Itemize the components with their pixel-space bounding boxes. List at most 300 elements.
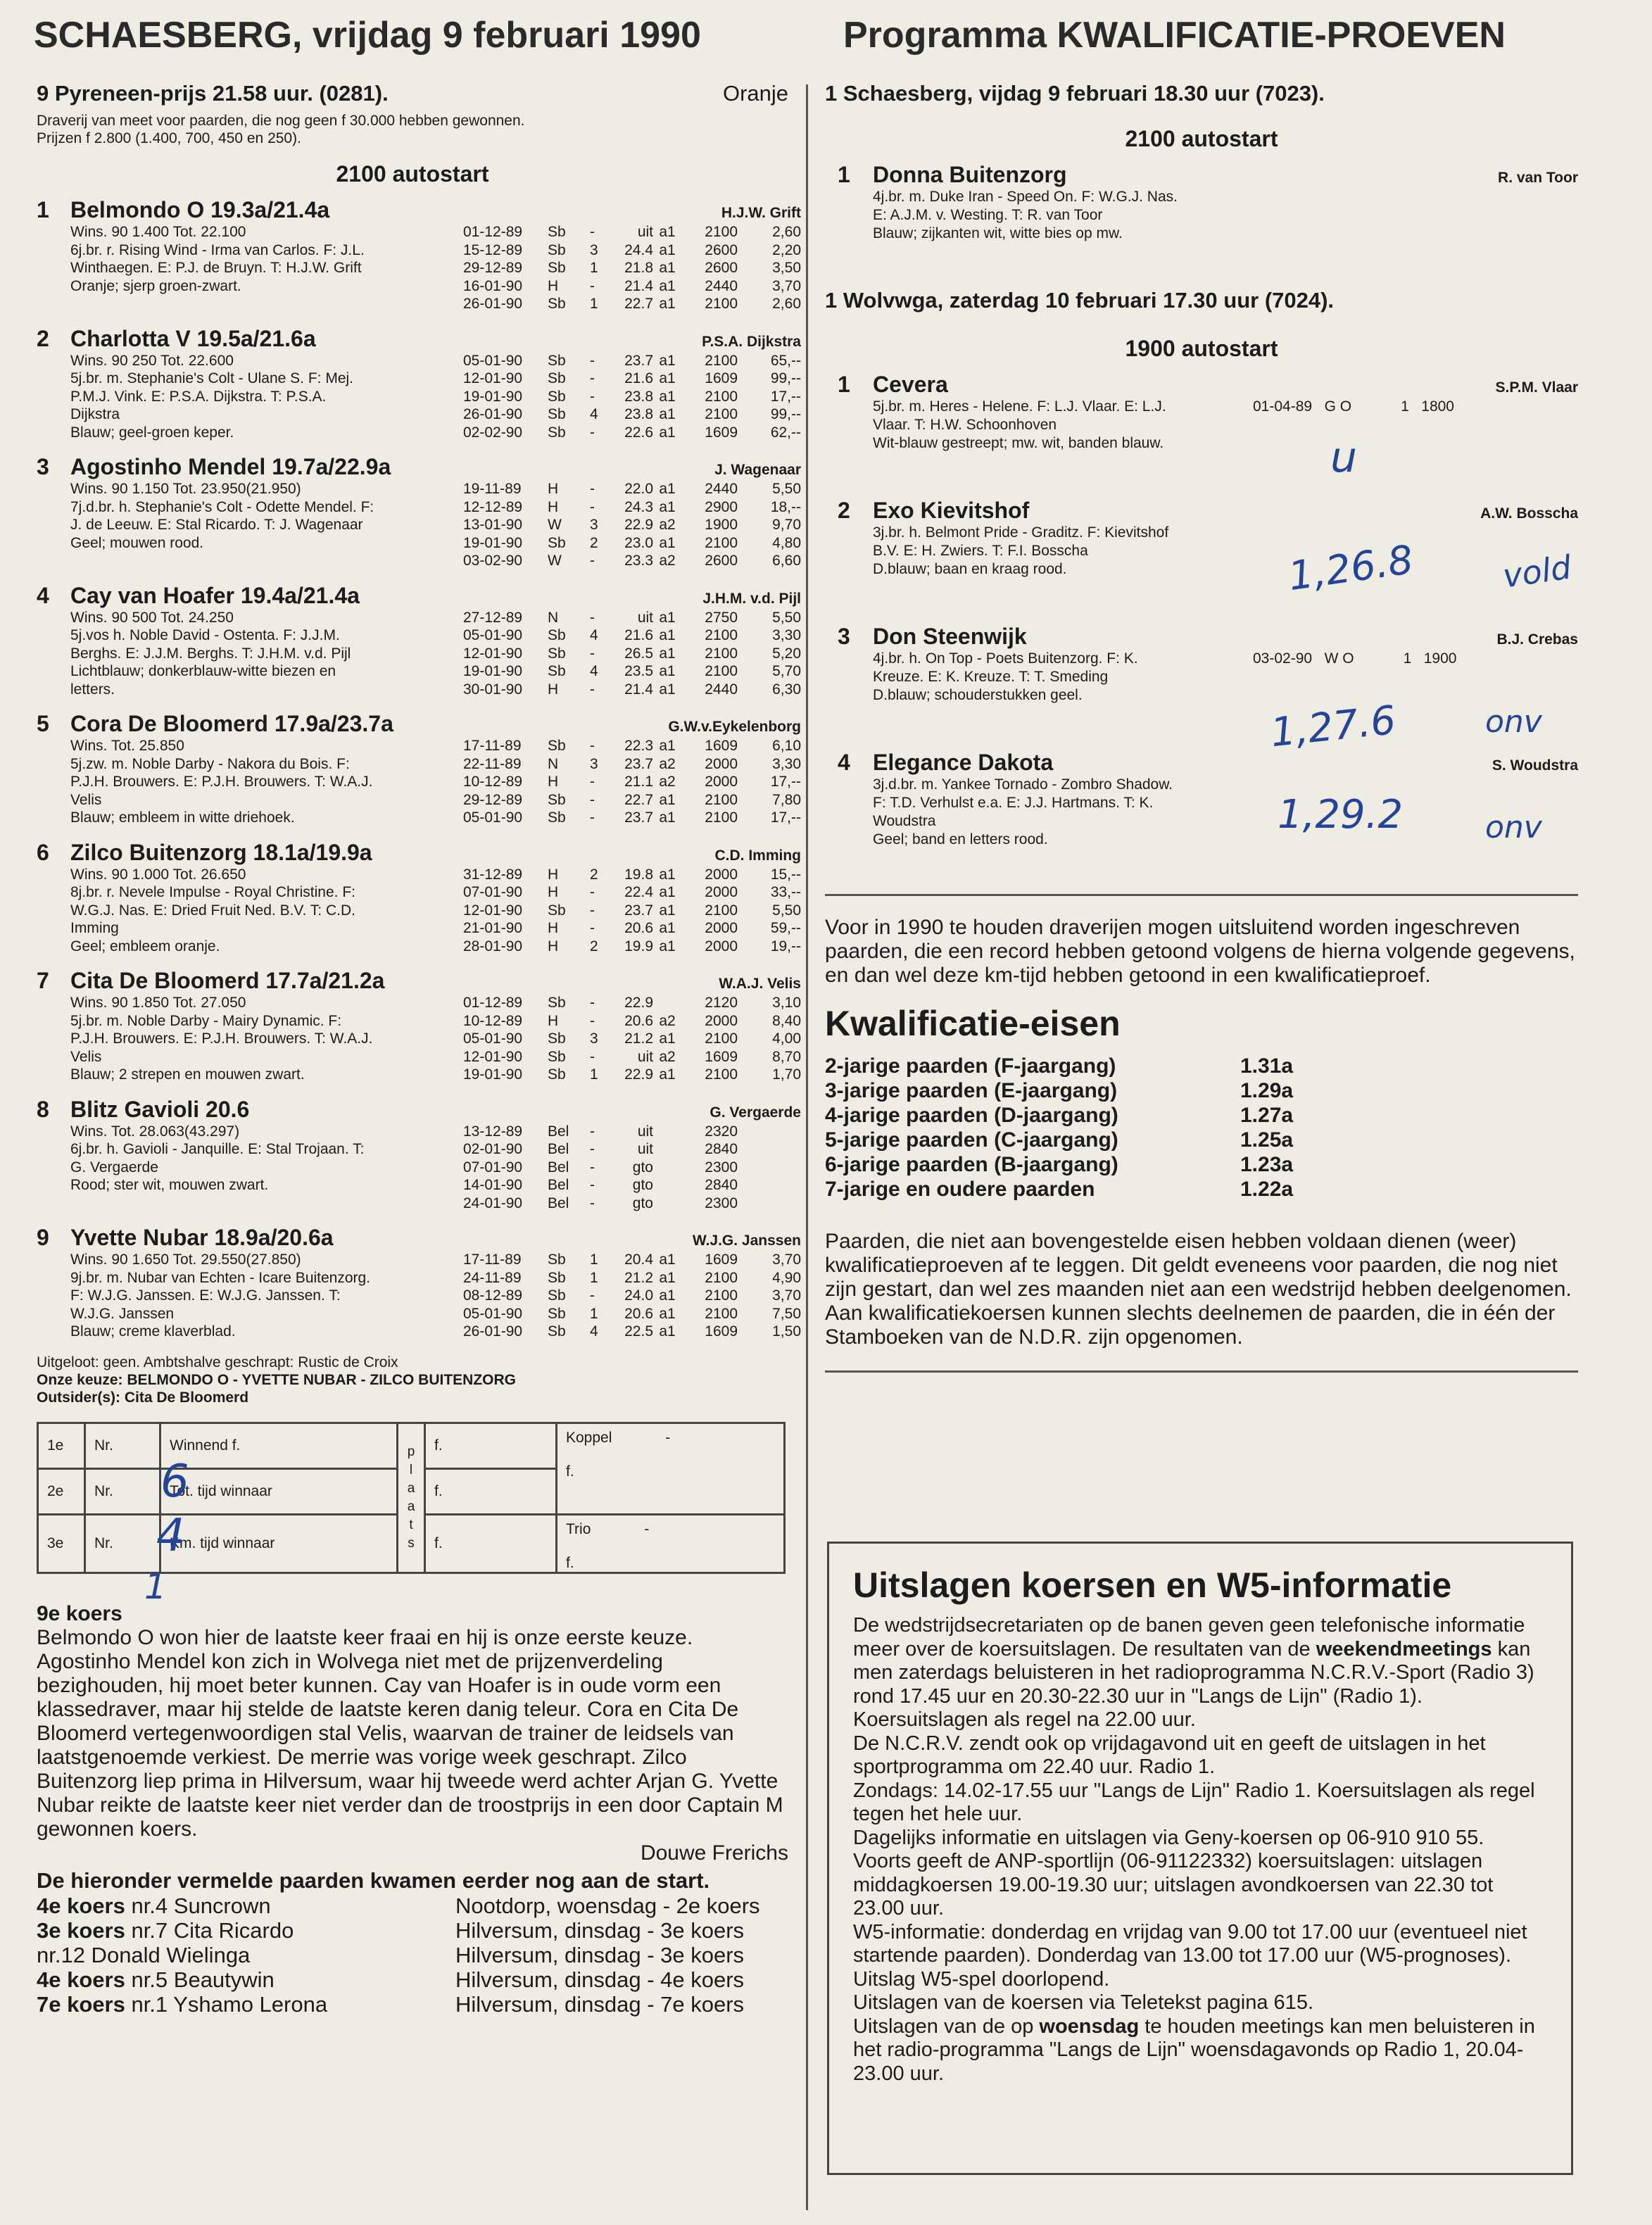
result-cell: 2600 (705, 553, 738, 569)
qual-session-2-distance: 1900 autostart (1125, 336, 1278, 361)
w5-paragraph: De N.C.R.V. zendt ook op vrijdagavond uit en geeft de uitslagen in het sportprogramma om 22.40 uur. Radio 1. (853, 1732, 1486, 1778)
result-cell: 02-01-90 (463, 1141, 523, 1157)
result-cell: 2100 (705, 388, 738, 405)
result-cell: Sb (548, 224, 566, 240)
result-cell: 22.9 (624, 1066, 653, 1083)
outsider-value: Cita De Bloomerd (124, 1389, 249, 1406)
horse-number: 2 (37, 325, 49, 351)
result-cell: 26-01-90 (463, 296, 523, 312)
result-cell: 19-01-90 (463, 663, 523, 679)
qual-horse-number: 1 (838, 372, 850, 397)
result-cell: 24-01-90 (463, 1195, 523, 1211)
horse-entry (37, 839, 801, 956)
result-cell: 01-12-89 (463, 995, 523, 1011)
qual-horse-body (873, 162, 1578, 243)
result-cell: - (590, 774, 595, 790)
horse-desc: Blauw; embleem in witte driehoek. (70, 809, 295, 826)
result-cell: - (590, 609, 595, 626)
horse-line (70, 480, 801, 498)
horse-trainer: C.D. Imming (714, 847, 801, 864)
horse-desc (70, 552, 463, 570)
result-cell: 2300 (705, 1159, 738, 1175)
result-cell: - (590, 1048, 595, 1065)
horse-desc: Imming (70, 920, 119, 936)
nr-cell[interactable]: Nr. (85, 1423, 160, 1468)
result-cell: 02-02-90 (463, 424, 523, 441)
result-cell: 59,-- (770, 920, 801, 936)
result-cell: 3,50 (772, 260, 801, 276)
horse-line (70, 809, 801, 827)
horse-trainer: P.S.A. Dijkstra (702, 333, 801, 350)
result-row (463, 883, 801, 902)
qual-desc-line: Blauw; zijkanten wit, witte bies op mw. (873, 225, 1123, 241)
result-cell: 10-12-89 (463, 1012, 523, 1029)
previous-row (37, 1918, 788, 1943)
horse-line (70, 626, 801, 645)
result-cell: a1 (659, 791, 676, 808)
result-cell: 07-01-90 (463, 884, 523, 900)
outsider-label: Outsider(s): (37, 1389, 121, 1406)
result-cell: 1 (590, 1269, 598, 1286)
result-cell: 2100 (705, 352, 738, 369)
result-cell: - (590, 498, 595, 515)
result-cell: - (590, 1287, 595, 1304)
result-cell: 2100 (705, 1287, 738, 1304)
result-row (463, 498, 801, 517)
horse-head (70, 197, 801, 223)
horse-entry (37, 1096, 801, 1213)
result-cell: 19-01-90 (463, 388, 523, 405)
handwritten-time: 1,27.6 (1268, 697, 1399, 757)
result-cell: 24.3 (624, 498, 653, 515)
horse-line (70, 1066, 801, 1084)
horse-desc: Wins. 90 1.000 Tot. 26.650 (70, 866, 246, 883)
result-cell: a2 (659, 755, 676, 772)
result-cell: 3,10 (772, 995, 801, 1011)
place-cell: 3e (38, 1514, 85, 1572)
horse-line (70, 791, 801, 809)
horse-line (70, 755, 801, 774)
handwritten-note: onv (1485, 809, 1542, 845)
horse-desc: 9j.br. m. Nubar van Echten - Icare Buitenzorg. (70, 1269, 371, 1286)
horse-desc: Wins. 90 1.400 Tot. 22.100 (70, 224, 246, 240)
horse-desc: 6j.br. r. Rising Wind - Irma van Carlos. F: J.L. (70, 241, 365, 258)
result-cell: a2 (659, 1012, 676, 1029)
horse-desc: Blauw; geel-groen keper. (70, 424, 234, 441)
horse-head (70, 1225, 801, 1251)
result-cell: 2000 (705, 920, 738, 936)
result-cell: Sb (548, 406, 566, 422)
horse-desc: P.M.J. Vink. E: P.S.A. Dijkstra. T: P.S.A. (70, 388, 327, 405)
qual-desc-line: Wit-blauw gestreept; mw. wit, banden blauw. (873, 435, 1164, 451)
result-row (463, 755, 801, 774)
comment-text: Belmondo O won hier de laatste keer fraai en hij is onze eerste keuze. Agostinho Mendel kon zich in Wolvega niet met de prijzenverdeling bezighouden, hij moet beter kunnen. Cay van Hoafer is in oude vorm een klassedraver, maar hij stelde de laatste keren danig teleur. Cora en Cita De Bloomerd vertegenwoordigen stal Velis, waarvan de trainer de leidsels van laatstgenoemde verkiest. De merrie was vorige week geschrapt. Zilco Buitenzorg liep prima in Hilversum, waar hij tweede werd achter Arjan G. Yvette Nubar reikte de laatste keer niet verder dan de troostprijs in een door Captain M gewonnen koers. (37, 1625, 783, 1841)
horse-line (70, 645, 801, 663)
comment-author: Douwe Frerichs (640, 1841, 788, 1865)
previous-horse (37, 1943, 455, 1967)
page-header-left: SCHAESBERG, vrijdag 9 februari 1990 (34, 15, 701, 56)
result-cell: 2100 (705, 406, 738, 422)
horse-head (70, 711, 801, 737)
result-cell: 24.4 (624, 241, 653, 258)
handwritten-first: 6 (160, 1456, 189, 1508)
result-cell: - (590, 645, 595, 662)
right-column (825, 81, 1578, 1392)
horse-desc: 5j.br. m. Noble Darby - Mairy Dynamic. F: (70, 1012, 342, 1029)
result-row (463, 295, 801, 313)
qual-desc-line: 4j.br. h. On Top - Poets Buitenzorg. F: K. (873, 650, 1138, 667)
horse-line (70, 883, 801, 902)
result-cell: a1 (659, 902, 676, 919)
horse-trainer: G. Vergaerde (710, 1104, 801, 1121)
eis-row (825, 1078, 1578, 1103)
result-cell: 2100 (705, 534, 738, 551)
previous-venue: Hilversum, dinsdag - 4e koers (455, 1967, 745, 1992)
horse-head (70, 840, 801, 866)
eis-time: 1.22a (1240, 1178, 1294, 1201)
w5-info-box (827, 1542, 1573, 2175)
horse-trainer: H.J.W. Grift (721, 205, 801, 221)
result-row (463, 1012, 801, 1030)
race-title-row (37, 81, 788, 106)
horse-line (70, 241, 801, 260)
result-row (463, 534, 801, 553)
horse-desc: Wins. 90 250 Tot. 22.600 (70, 352, 234, 369)
horse-desc: Wins. 90 1.850 Tot. 27.050 (70, 995, 246, 1011)
result-cell: 2,60 (772, 224, 801, 240)
horse-desc: Wins. 90 1.150 Tot. 23.950(21.950) (70, 481, 301, 497)
horse-desc: Oranje; sjerp groen-zwart. (70, 277, 241, 294)
horse-body (70, 583, 801, 699)
result-cell: Sb (548, 738, 566, 754)
result-cell: 2100 (705, 645, 738, 662)
result-cell: Bel (548, 1159, 569, 1175)
horse-line (70, 1195, 801, 1213)
horse-entry (37, 1225, 801, 1341)
handwritten-note: vold (1500, 548, 1574, 595)
koppel-label: Koppel (566, 1429, 612, 1446)
result-cell: - (590, 1195, 595, 1211)
result-cell: uit (637, 224, 653, 240)
result-cell: 29-12-89 (463, 791, 523, 808)
result-cell: H (548, 498, 559, 515)
result-cell: a1 (659, 1030, 676, 1047)
qual-horse-number: 2 (838, 498, 850, 523)
result-cell: 22.7 (624, 791, 653, 808)
horse-head (70, 1097, 801, 1123)
qual-horse-info (873, 398, 1578, 453)
result-row (463, 791, 801, 809)
f-cell[interactable]: f. (425, 1423, 557, 1468)
result-cell: Sb (548, 663, 566, 679)
result-row (463, 370, 801, 388)
previous-race: 4e koers (37, 1893, 125, 1918)
qual-horse (825, 372, 1578, 453)
result-cell: 2440 (705, 681, 738, 698)
result-cell: 19.9 (624, 938, 653, 954)
horse-desc (70, 1195, 463, 1213)
result-cell: - (590, 884, 595, 900)
horse-desc: Wins. Tot. 28.063(43.297) (70, 1123, 240, 1140)
result-cell: 2,60 (772, 296, 801, 312)
result-cell: 2,20 (772, 241, 801, 258)
result-cell: - (590, 481, 595, 497)
result-cell: 15-12-89 (463, 241, 523, 258)
horse-line (70, 259, 801, 277)
result-cell: 1 (590, 296, 598, 312)
eis-time: 1.23a (1240, 1153, 1294, 1176)
result-cell: 2000 (705, 1012, 738, 1029)
result-cell: W (548, 553, 562, 569)
horse-number: 3 (37, 454, 49, 479)
result-cell: 2 (590, 534, 598, 551)
result-cell: 26-01-90 (463, 406, 523, 422)
result-cell: H (548, 774, 559, 790)
result-cell: a1 (659, 498, 676, 515)
horse-body (70, 454, 801, 570)
result-cell: 26-01-90 (463, 1323, 523, 1340)
result-cell: 2750 (705, 609, 738, 626)
result-cell: H (548, 866, 559, 883)
result-cell: 23.7 (624, 352, 653, 369)
horse-body (70, 711, 801, 827)
winnend-cell[interactable]: Winnend f. (160, 1423, 398, 1468)
result-cell: 1609 (705, 1048, 738, 1065)
qual-horse-trainer: B.J. Crebas (1496, 631, 1578, 648)
result-cell: 5,50 (772, 902, 801, 919)
result-cell: uit (637, 1048, 653, 1065)
result-cell: a1 (659, 534, 676, 551)
handwritten-note: u (1330, 433, 1358, 482)
result-cell: 1,50 (772, 1323, 801, 1340)
f-cell[interactable]: f. (425, 1468, 557, 1514)
result-cell: 3 (590, 1030, 598, 1047)
keuze-label: Onze keuze: (37, 1371, 123, 1388)
w5-text: De wedstrijdsecretariaten op de banen geven geen telefonische informatie meer over de koersuitslagen. De resultaten van de (853, 1614, 1525, 1660)
horse-number: 1 (37, 197, 49, 222)
result-row (463, 1287, 801, 1305)
result-cell: 3,30 (772, 755, 801, 772)
race-footer (37, 1354, 788, 1406)
nr-cell[interactable]: Nr. (85, 1468, 160, 1514)
place-cell: 2e (38, 1468, 85, 1514)
trio-cell[interactable] (557, 1514, 785, 1572)
qual-horse-desc (873, 524, 1253, 579)
qual-desc-line: Geel; band en letters rood. (873, 831, 1048, 847)
result-cell: 21.6 (624, 370, 653, 386)
horse-name: Cora De Bloomerd 17.9a/23.7a (70, 711, 393, 736)
previous-list (37, 1893, 788, 2017)
horse-line (70, 1123, 801, 1141)
result-row (463, 645, 801, 663)
eis-age: 7-jarige en oudere paarden (825, 1178, 1095, 1201)
result-cell: Sb (548, 424, 566, 441)
horse-desc: 5j.zw. m. Noble Darby - Nakora du Bois. F: (70, 755, 350, 772)
result-cell: Sb (548, 260, 566, 276)
f-cell[interactable]: f. (425, 1514, 557, 1572)
result-cell: 22.9 (624, 517, 653, 533)
result-cell: a1 (659, 370, 676, 386)
result-cell: 12-01-90 (463, 902, 523, 919)
qual-desc-line: 5j.br. m. Heres - Helene. F: L.J. Vlaar. E: L.J. (873, 398, 1166, 415)
plaats-cell (398, 1423, 425, 1572)
result-cell: 3 (590, 517, 598, 533)
result-cell: 21.2 (624, 1030, 653, 1047)
qual-desc-line: Vlaar. T: H.W. Schoonhoven (873, 417, 1057, 433)
qual-horse-head (873, 750, 1578, 776)
qual-desc-line: F: T.D. Verhulst e.a. E: J.J. Hartmans. T: K. (873, 795, 1154, 811)
result-cell: 65,-- (770, 352, 801, 369)
result-cell: N (548, 609, 559, 626)
result-cell: 13-12-89 (463, 1123, 523, 1140)
result-cell: Sb (548, 1287, 566, 1304)
horse-name: Yvette Nubar 18.9a/20.6a (70, 1225, 334, 1250)
result-cell: 3 (590, 241, 598, 258)
result-cell: H (548, 277, 559, 294)
column-divider (806, 84, 808, 2210)
result-cell: 1900 (705, 517, 738, 533)
result-cell: 21.4 (624, 681, 653, 698)
previous-row (37, 1943, 788, 1967)
handwritten-time: 1,26.8 (1285, 536, 1416, 600)
horse-line (70, 498, 801, 517)
qual-horse-trainer: A.W. Bosscha (1480, 505, 1578, 522)
qual-horse-trainer: S. Woudstra (1492, 757, 1578, 774)
nr-cell[interactable]: Nr. (85, 1514, 160, 1572)
qual-session-2-title: 1 Wolvwga, zaterdag 10 februari 17.30 uur (7024). (825, 288, 1335, 313)
result-cell: 6,10 (772, 738, 801, 754)
result-cell: - (590, 370, 595, 386)
result-cell: 24-11-89 (463, 1269, 522, 1286)
horse-line (70, 388, 801, 406)
result-cell: 20.6 (624, 1012, 653, 1029)
result-cell: 17,-- (770, 388, 801, 405)
result-cell: 1609 (705, 370, 738, 386)
result-cell: 22.5 (624, 1323, 653, 1340)
result-cell: 23.5 (624, 663, 653, 679)
result-cell: a1 (659, 277, 676, 294)
dash: - (665, 1429, 671, 1446)
result-cell: 24.0 (624, 1287, 653, 1304)
qual-horse-trainer: S.P.M. Vlaar (1495, 379, 1578, 396)
result-cell: 3,30 (772, 627, 801, 643)
result-cell: 2600 (705, 260, 738, 276)
result-cell: 6,30 (772, 681, 801, 698)
result-cell: - (590, 277, 595, 294)
result-cell: 17-11-89 (463, 1252, 522, 1268)
result-cell: 4 (590, 663, 598, 679)
horse-desc: Velis (70, 791, 102, 808)
qual-horse-body (873, 372, 1578, 453)
result-cell: Sb (548, 645, 566, 662)
result-cell: 33,-- (770, 884, 801, 900)
result-cell: 12-01-90 (463, 645, 523, 662)
result-cell: 2000 (705, 866, 738, 883)
eis-time: 1.31a (1240, 1054, 1294, 1078)
handwritten-third: 1 (144, 1566, 167, 1607)
qual-horse-name: Cevera (873, 372, 948, 397)
result-cell: 1609 (705, 738, 738, 754)
result-cell: 22.4 (624, 884, 653, 900)
qual-horse-number: 1 (838, 162, 850, 187)
result-cell: 22.7 (624, 296, 653, 312)
result-cell: 2600 (705, 241, 738, 258)
result-cell: 2100 (705, 809, 738, 826)
horse-line (70, 370, 801, 388)
result-cell: 22.6 (624, 424, 653, 441)
previous-horse-name: nr.1 Yshamo Lerona (131, 1991, 328, 2017)
handwritten-note: onv (1485, 704, 1542, 740)
trio-label: Trio (566, 1520, 591, 1537)
page-header-right: Programma KWALIFICATIE-PROEVEN (843, 15, 1506, 56)
result-cell: 22-11-89 (463, 755, 522, 772)
horse-desc: W.G.J. Nas. E: Dried Fruit Ned. B.V. T: C.D. (70, 902, 355, 919)
result-row (463, 1123, 801, 1141)
uitgeloot: Uitgeloot: geen. Ambtshalve geschrapt: Rustic de Croix (37, 1354, 398, 1370)
result-cell: a1 (659, 1269, 676, 1286)
previous-horse-name: nr.12 Donald Wielinga (37, 1942, 251, 1967)
race-title: 9 Pyreneen-prijs 21.58 uur. (0281). (37, 81, 389, 106)
qual-horse-body (873, 750, 1578, 849)
tot-tijd-cell[interactable]: Tot. tijd winnaar (160, 1468, 398, 1514)
eis-row (825, 1103, 1578, 1128)
result-cell: - (590, 995, 595, 1011)
horse-line (70, 534, 801, 553)
horse-line (70, 737, 801, 755)
horse-line (70, 552, 801, 570)
result-cell: 99,-- (770, 370, 801, 386)
place-cell: 1e (38, 1423, 85, 1468)
result-cell: Sb (548, 388, 566, 405)
result-cell: - (590, 791, 595, 808)
horse-line (70, 1176, 801, 1195)
result-cell: 9,70 (772, 517, 801, 533)
result-cell: 15,-- (770, 866, 801, 883)
result-row (463, 241, 801, 260)
result-cell: 4,00 (772, 1030, 801, 1047)
horse-desc: P.J.H. Brouwers. E: P.J.H. Brouwers. T: W.A.J. (70, 774, 373, 790)
result-cell: a2 (659, 1048, 676, 1065)
result-cell: 2100 (705, 1269, 738, 1286)
result-row (463, 352, 801, 370)
result-cell: 8,40 (772, 1012, 801, 1029)
result-row (463, 919, 801, 938)
previous-row (37, 1893, 788, 1918)
qual-desc-line: Woudstra (873, 813, 936, 829)
result-cell: 19-01-90 (463, 534, 523, 551)
result-cell: 1 (590, 1066, 598, 1083)
koppel-cell[interactable] (557, 1423, 785, 1514)
horse-desc: 5j.br. m. Stephanie's Colt - Ulane S. F: Mej. (70, 370, 354, 386)
result-cell: a2 (659, 553, 676, 569)
result-cell: 2900 (705, 498, 738, 515)
result-row (463, 480, 801, 498)
result-cell: a1 (659, 1305, 676, 1322)
horse-desc: Geel; embleem oranje. (70, 938, 220, 954)
w5-text: te houden meetings kan men beluisteren in het radio-programma "Langs de Lijn" woensdagavonds op Radio 1, 20.04-23.00 uur. (853, 2015, 1535, 2085)
result-cell: 23.0 (624, 534, 653, 551)
result-cell: a1 (659, 938, 676, 954)
result-row (463, 1066, 801, 1084)
km-tijd-cell[interactable]: Km. tijd winnaar (160, 1514, 398, 1572)
result-cell: 05-01-90 (463, 1030, 523, 1047)
horse-line (70, 223, 801, 241)
result-cell: Sb (548, 1305, 566, 1322)
qual-session-1-distance: 2100 autostart (1125, 126, 1278, 151)
result-cell: 23.7 (624, 755, 653, 772)
previous-venue: Nootdorp, woensdag - 2e koers (455, 1893, 760, 1918)
result-cell: 08-12-89 (463, 1287, 523, 1304)
